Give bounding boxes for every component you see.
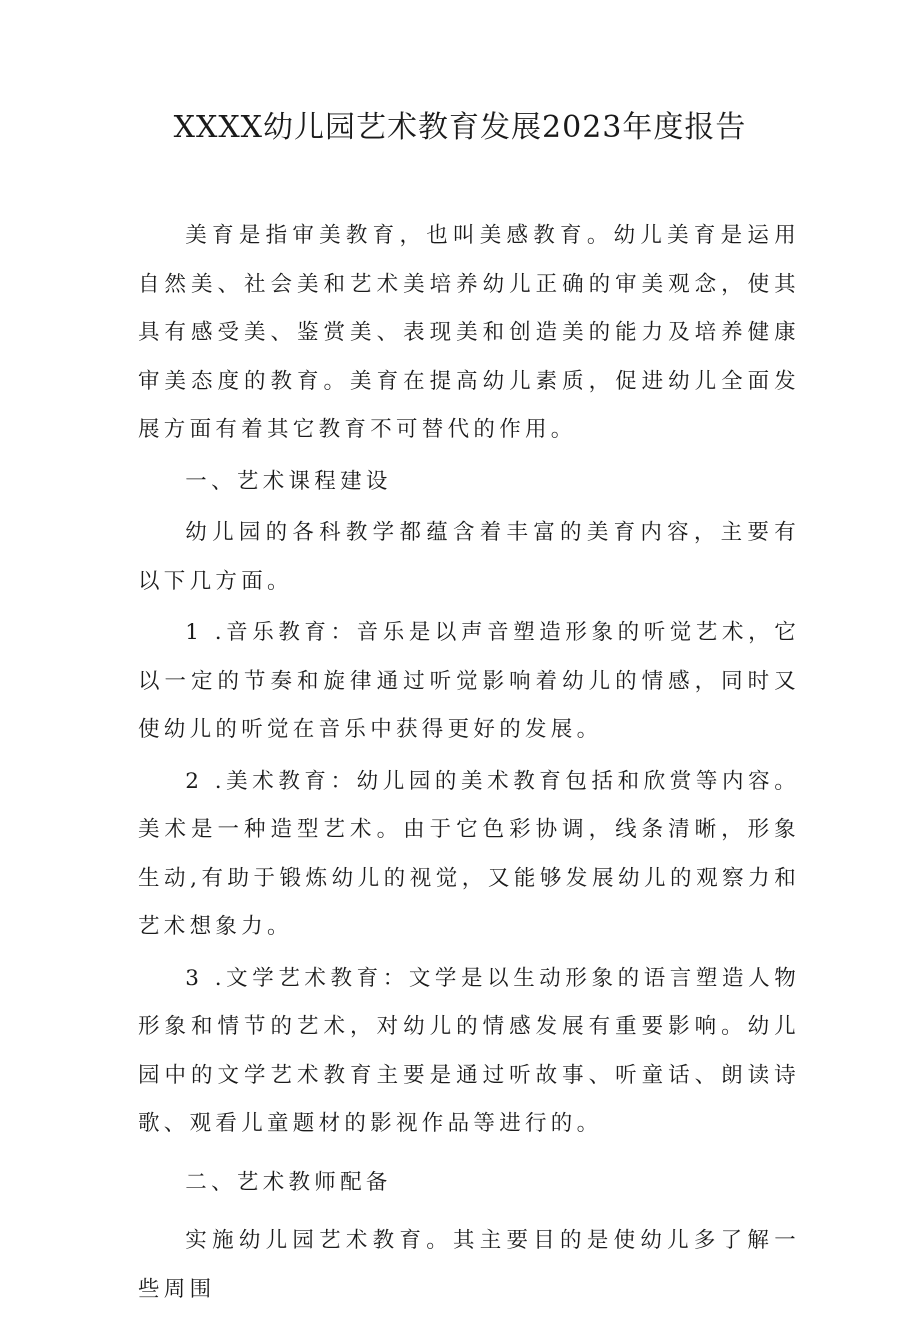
section-heading-1: 一、艺术课程建设 — [185, 468, 392, 494]
section-heading-2: 二、艺术教师配备 — [185, 1169, 392, 1195]
document-title: XXXX幼儿园艺术教育发展2023年度报告 — [173, 110, 747, 145]
paragraph-art-education: 2 .美术教育：幼儿园的美术教育包括和欣赏等内容。美术是一种造型艺术。由于它色彩协调，线条清晰，形象生动,有助于锻炼幼儿的视觉，又能够发展幼儿的观察力和艺术想象力。 — [138, 768, 800, 939]
paragraph-literature-education: 3 .文学艺术教育：文学是以生动形象的语言塑造人物形象和情节的艺术，对幼儿的情感发展有重要影响。幼儿园中的文学艺术教育主要是通过听故事、听童话、朗读诗歌、观看儿童题材的影视作品等进行的。 — [138, 965, 800, 1136]
paragraph-course-overview: 幼儿园的各科教学都蕴含着丰富的美育内容，主要有以下几方面。 — [138, 520, 800, 594]
paragraph-music-education: 1 .音乐教育：音乐是以声音塑造形象的听觉艺术，它以一定的节奏和旋律通过听觉影响着幼儿的情感，同时又使幼儿的听觉在音乐中获得更好的发展。 — [138, 620, 800, 742]
document-body — [138, 212, 800, 1317]
paragraph-teacher-staffing: 实施幼儿园艺术教育。其主要目的是使幼儿多了解一些周围 — [138, 1228, 800, 1302]
paragraph-intro: 美育是指审美教育，也叫美感教育。幼儿美育是运用自然美、社会美和艺术美培养幼儿正确的审美观念，使其具有感受美、鉴赏美、表现美和创造美的能力及培养健康审美态度的教育。美育在提高幼儿素质，促进幼儿全面发展方面有着其它教育不可替代的作用。 — [138, 223, 800, 442]
